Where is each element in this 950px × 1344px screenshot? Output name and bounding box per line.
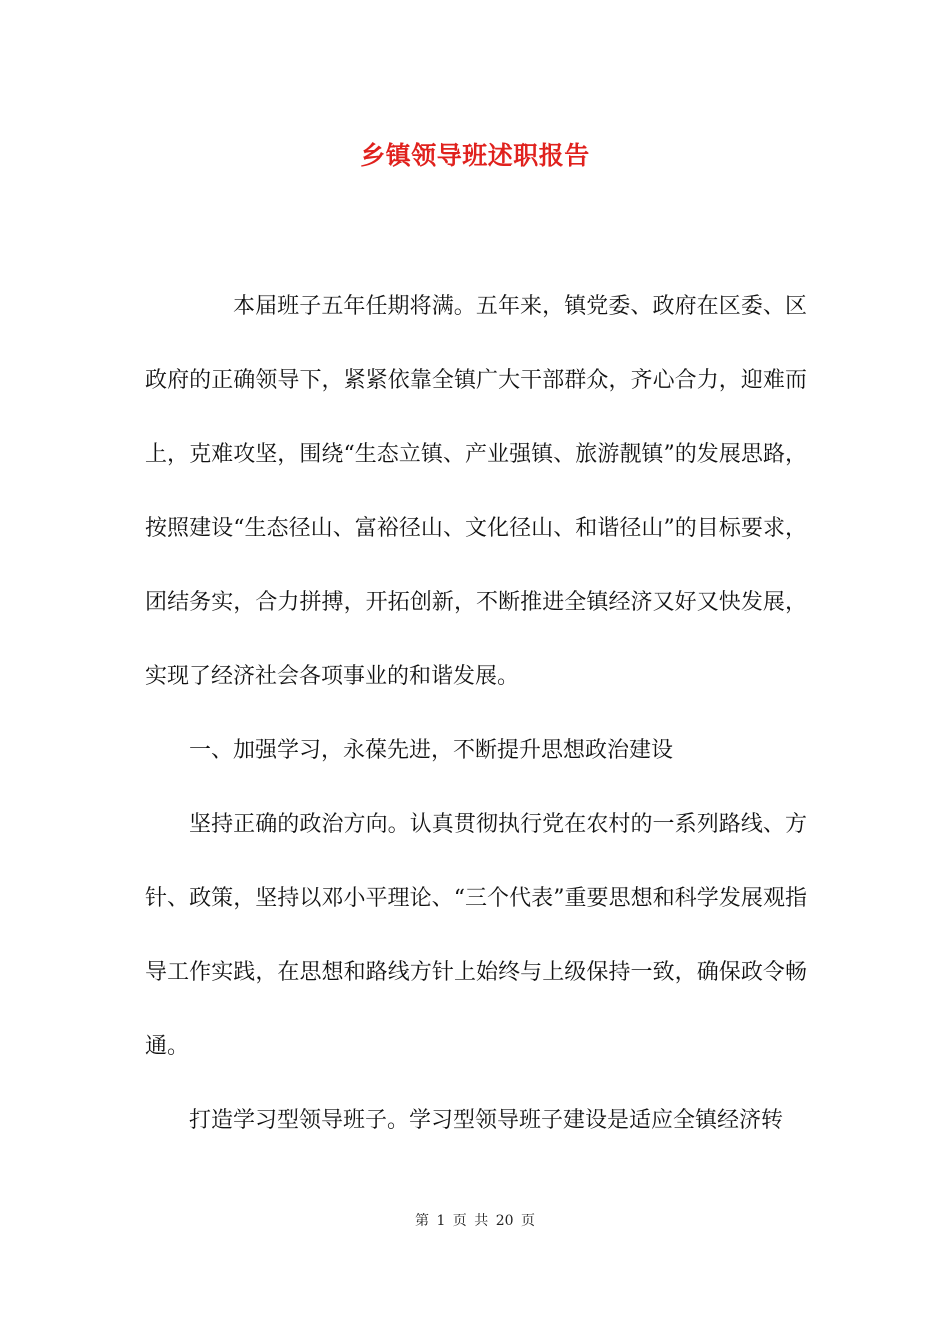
paragraph-intro: 本届班子五年任期将满。五年来，镇党委、政府在区委、区政府的正确领导下，紧紧依靠全镇广大干部群众，齐心合力，迎难而上，克难攻坚，围绕“生态立镇、产业强镇、旅游靓镇”的发展思路，按照建设“生态径山、富裕径山、文化径山、和谐径山”的目标要求，团结务实，合力拼搏，开拓创新，不断推进全镇经济又好又快发展，实现了经济社会各项事业的和谐发展。: [145, 294, 807, 689]
page-number-footer: 第 1 页 共 20 页: [415, 1213, 535, 1229]
document-body: [145, 270, 807, 1158]
section-heading: 一、加强学习，永葆先进，不断提升思想政治建设: [189, 738, 674, 763]
page-title: 乡镇领导班述职报告: [360, 141, 590, 170]
paragraph-political-direction: 坚持正确的政治方向。认真贯彻执行党在农村的一系列路线、方针、政策，坚持以邓小平理论、“三个代表”重要思想和科学发展观指导工作实践，在思想和路线方针上始终与上级保持一致，确保政令畅通。: [145, 812, 807, 1059]
paragraph-learning-team: 打造学习型领导班子。学习型领导班子建设是适应全镇经济转: [189, 1108, 784, 1133]
